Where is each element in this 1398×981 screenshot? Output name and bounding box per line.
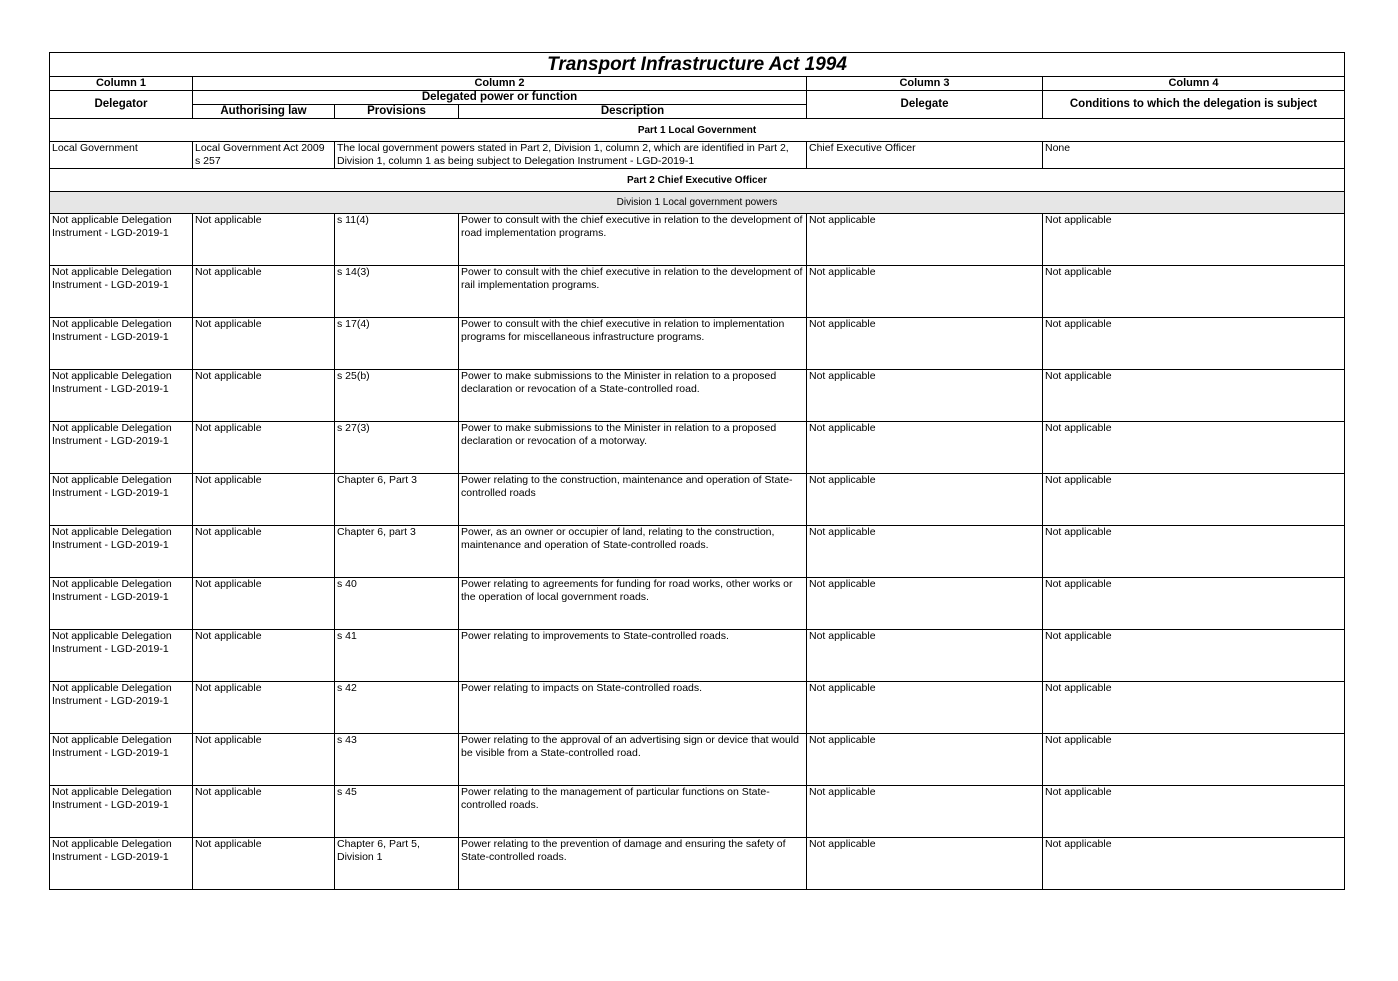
authorising-law-cell: Not applicable bbox=[193, 630, 335, 682]
delegator-cell: Not applicable Delegation Instrument - LGD-2019-1 bbox=[50, 786, 193, 838]
division-1-heading: Division 1 Local government powers bbox=[50, 192, 1345, 214]
delegate-cell: Not applicable bbox=[807, 838, 1043, 890]
conditions-header: Conditions to which the delegation is subject bbox=[1043, 91, 1345, 119]
description-cell: Power to consult with the chief executive in relation to implementation programs for miscellaneous infrastructure programs. bbox=[459, 318, 807, 370]
provisions-cell: s 45 bbox=[335, 786, 459, 838]
column-4-header: Column 4 bbox=[1043, 77, 1345, 91]
delegator-cell: Not applicable Delegation Instrument - LGD-2019-1 bbox=[50, 474, 193, 526]
table-row bbox=[50, 474, 1345, 526]
table-row bbox=[50, 318, 1345, 370]
delegator-cell: Local Government bbox=[50, 142, 193, 169]
conditions-cell: Not applicable bbox=[1043, 422, 1345, 474]
part-1-heading: Part 1 Local Government bbox=[50, 119, 1345, 142]
provisions-cell: s 25(b) bbox=[335, 370, 459, 422]
delegator-cell: Not applicable Delegation Instrument - LGD-2019-1 bbox=[50, 266, 193, 318]
description-cell: Power relating to the management of particular functions on State-controlled roads. bbox=[459, 786, 807, 838]
description-cell: Power relating to the construction, maintenance and operation of State-controlled roads bbox=[459, 474, 807, 526]
delegate-cell: Not applicable bbox=[807, 682, 1043, 734]
table-row bbox=[50, 214, 1345, 266]
delegator-cell: Not applicable Delegation Instrument - LGD-2019-1 bbox=[50, 734, 193, 786]
description-cell: Power relating to the approval of an advertising sign or device that would be visible from a State-controlled road. bbox=[459, 734, 807, 786]
conditions-cell: Not applicable bbox=[1043, 734, 1345, 786]
authorising-law-cell: Not applicable bbox=[193, 266, 335, 318]
conditions-cell: Not applicable bbox=[1043, 786, 1345, 838]
delegate-cell: Not applicable bbox=[807, 370, 1043, 422]
provisions-cell: s 11(4) bbox=[335, 214, 459, 266]
column-3-header: Column 3 bbox=[807, 77, 1043, 91]
delegate-cell: Not applicable bbox=[807, 578, 1043, 630]
conditions-cell: Not applicable bbox=[1043, 578, 1345, 630]
authorising-law-cell: Not applicable bbox=[193, 578, 335, 630]
authorising-law-cell: Local Government Act 2009 s 257 bbox=[193, 142, 335, 169]
provisions-cell: s 41 bbox=[335, 630, 459, 682]
delegate-cell: Not applicable bbox=[807, 474, 1043, 526]
delegator-header: Delegator bbox=[50, 91, 193, 119]
authorising-law-cell: Not applicable bbox=[193, 370, 335, 422]
authorising-law-cell: Not applicable bbox=[193, 318, 335, 370]
description-cell: Power, as an owner or occupier of land, relating to the construction, maintenance and operation of State-controlled roads. bbox=[459, 526, 807, 578]
description-cell: Power to consult with the chief executive in relation to the development of road implementation programs. bbox=[459, 214, 807, 266]
table-row bbox=[50, 142, 1345, 169]
conditions-cell: Not applicable bbox=[1043, 318, 1345, 370]
provisions-cell: s 14(3) bbox=[335, 266, 459, 318]
provisions-cell: s 42 bbox=[335, 682, 459, 734]
delegate-cell: Not applicable bbox=[807, 422, 1043, 474]
document-title: Transport Infrastructure Act 1994 bbox=[50, 53, 1345, 77]
description-cell: Power to make submissions to the Minister in relation to a proposed declaration or revocation of a motorway. bbox=[459, 422, 807, 474]
conditions-cell: None bbox=[1043, 142, 1345, 169]
description-header: Description bbox=[459, 105, 807, 119]
delegator-cell: Not applicable Delegation Instrument - LGD-2019-1 bbox=[50, 370, 193, 422]
delegate-cell: Not applicable bbox=[807, 214, 1043, 266]
description-cell: Power relating to the prevention of damage and ensuring the safety of State-controlled roads. bbox=[459, 838, 807, 890]
table-row bbox=[50, 786, 1345, 838]
authorising-law-cell: Not applicable bbox=[193, 214, 335, 266]
delegator-cell: Not applicable Delegation Instrument - LGD-2019-1 bbox=[50, 682, 193, 734]
description-cell: Power to make submissions to the Minister in relation to a proposed declaration or revocation of a State-controlled road. bbox=[459, 370, 807, 422]
conditions-cell: Not applicable bbox=[1043, 526, 1345, 578]
description-cell: Power relating to agreements for funding for road works, other works or the operation of local government roads. bbox=[459, 578, 807, 630]
provisions-cell: s 17(4) bbox=[335, 318, 459, 370]
authorising-law-cell: Not applicable bbox=[193, 526, 335, 578]
delegator-cell: Not applicable Delegation Instrument - LGD-2019-1 bbox=[50, 526, 193, 578]
delegator-cell: Not applicable Delegation Instrument - LGD-2019-1 bbox=[50, 318, 193, 370]
table-row bbox=[50, 422, 1345, 474]
delegate-cell: Not applicable bbox=[807, 526, 1043, 578]
table-row bbox=[50, 578, 1345, 630]
delegation-table bbox=[49, 52, 1345, 890]
delegator-cell: Not applicable Delegation Instrument - LGD-2019-1 bbox=[50, 578, 193, 630]
delegate-cell: Not applicable bbox=[807, 318, 1043, 370]
table-row bbox=[50, 526, 1345, 578]
table-row bbox=[50, 838, 1345, 890]
authorising-law-cell: Not applicable bbox=[193, 682, 335, 734]
provisions-cell: s 43 bbox=[335, 734, 459, 786]
conditions-cell: Not applicable bbox=[1043, 682, 1345, 734]
delegator-cell: Not applicable Delegation Instrument - LGD-2019-1 bbox=[50, 838, 193, 890]
table-row bbox=[50, 630, 1345, 682]
authorising-law-cell: Not applicable bbox=[193, 474, 335, 526]
provisions-cell: Chapter 6, Part 5, Division 1 bbox=[335, 838, 459, 890]
provisions-cell: Chapter 6, Part 3 bbox=[335, 474, 459, 526]
conditions-cell: Not applicable bbox=[1043, 474, 1345, 526]
provisions-cell: s 40 bbox=[335, 578, 459, 630]
table-row bbox=[50, 682, 1345, 734]
table-row bbox=[50, 266, 1345, 318]
delegator-cell: Not applicable Delegation Instrument - LGD-2019-1 bbox=[50, 630, 193, 682]
description-cell: The local government powers stated in Part 2, Division 1, column 2, which are identified in Part 2, Division 1, column 1 as being subject to Delegation Instrument - LGD-2019-1 bbox=[335, 142, 807, 169]
conditions-cell: Not applicable bbox=[1043, 838, 1345, 890]
delegator-cell: Not applicable Delegation Instrument - LGD-2019-1 bbox=[50, 422, 193, 474]
authorising-law-cell: Not applicable bbox=[193, 838, 335, 890]
delegate-cell: Not applicable bbox=[807, 266, 1043, 318]
authorising-law-header: Authorising law bbox=[193, 105, 335, 119]
provisions-cell: s 27(3) bbox=[335, 422, 459, 474]
delegate-cell: Not applicable bbox=[807, 630, 1043, 682]
column-2-header: Column 2 bbox=[193, 77, 807, 91]
delegate-cell: Chief Executive Officer bbox=[807, 142, 1043, 169]
delegate-header: Delegate bbox=[807, 91, 1043, 119]
description-cell: Power relating to impacts on State-controlled roads. bbox=[459, 682, 807, 734]
part-2-heading: Part 2 Chief Executive Officer bbox=[50, 169, 1345, 192]
provisions-header: Provisions bbox=[335, 105, 459, 119]
authorising-law-cell: Not applicable bbox=[193, 786, 335, 838]
table-row bbox=[50, 370, 1345, 422]
conditions-cell: Not applicable bbox=[1043, 266, 1345, 318]
conditions-cell: Not applicable bbox=[1043, 370, 1345, 422]
delegate-cell: Not applicable bbox=[807, 734, 1043, 786]
delegator-cell: Not applicable Delegation Instrument - LGD-2019-1 bbox=[50, 214, 193, 266]
conditions-cell: Not applicable bbox=[1043, 630, 1345, 682]
provisions-cell: Chapter 6, part 3 bbox=[335, 526, 459, 578]
table-row bbox=[50, 734, 1345, 786]
conditions-cell: Not applicable bbox=[1043, 214, 1345, 266]
column-1-header: Column 1 bbox=[50, 77, 193, 91]
description-cell: Power relating to improvements to State-controlled roads. bbox=[459, 630, 807, 682]
delegate-cell: Not applicable bbox=[807, 786, 1043, 838]
authorising-law-cell: Not applicable bbox=[193, 422, 335, 474]
description-cell: Power to consult with the chief executive in relation to the development of rail implementation programs. bbox=[459, 266, 807, 318]
delegated-power-header: Delegated power or function bbox=[193, 91, 807, 105]
authorising-law-cell: Not applicable bbox=[193, 734, 335, 786]
